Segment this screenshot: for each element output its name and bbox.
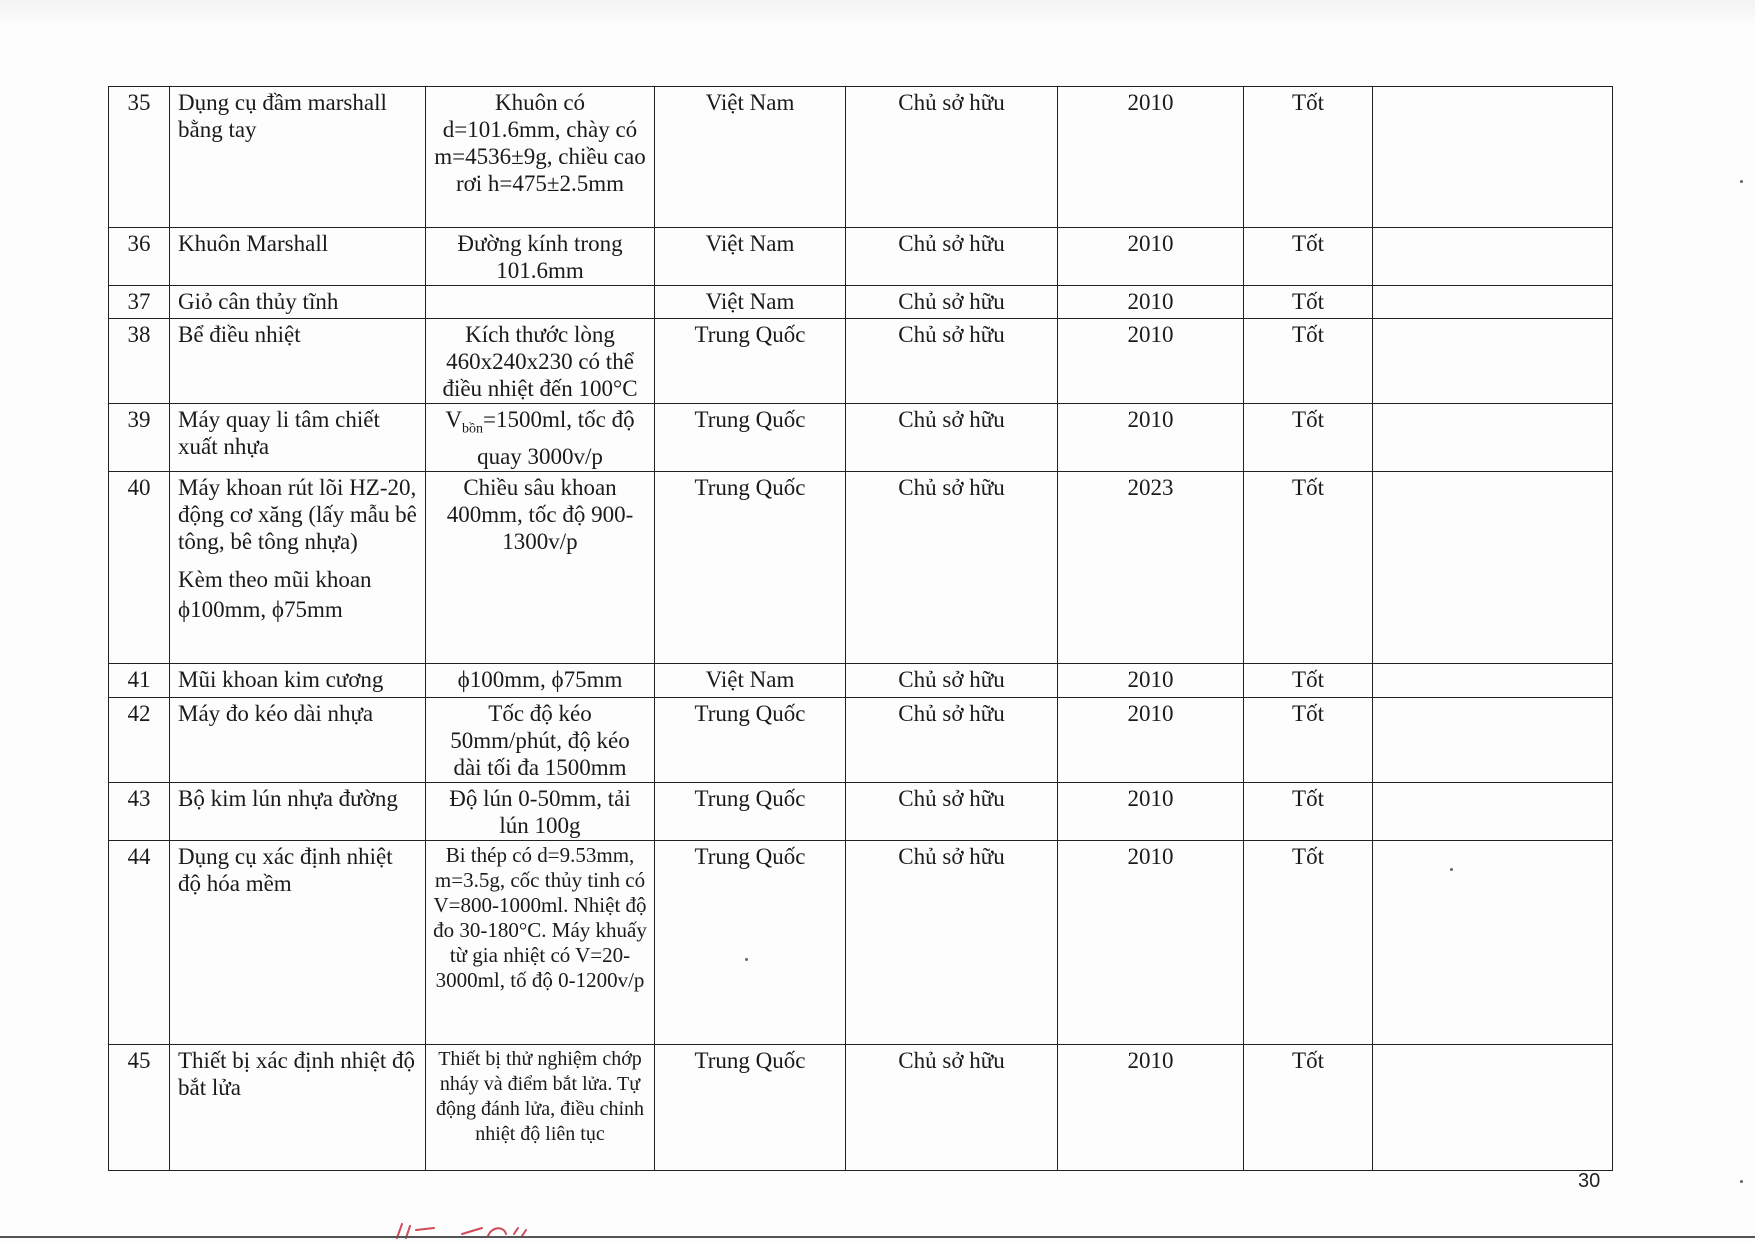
- technical-spec: Đường kính trong 101.6mm: [426, 228, 655, 286]
- equipment-name: Máy quay li tâm chiết xuất nhựa: [170, 404, 426, 472]
- technical-spec: [426, 404, 655, 472]
- equipment-name: Dụng cụ đầm marshall bằng tay: [170, 87, 426, 228]
- equipment-name: Bộ kim lún nhựa đường: [170, 782, 426, 840]
- note-cell: [1373, 471, 1613, 663]
- condition-status: Tốt: [1244, 87, 1373, 228]
- condition-status: Tốt: [1244, 286, 1373, 319]
- scan-speck: [1740, 1180, 1743, 1183]
- ownership: Chủ sở hữu: [846, 697, 1058, 782]
- year-of-use: 2010: [1058, 87, 1244, 228]
- origin: Trung Quốc: [655, 1044, 846, 1170]
- row-number: 37: [109, 286, 170, 319]
- condition-status: Tốt: [1244, 319, 1373, 404]
- table-row: [109, 87, 1613, 228]
- year-of-use: 2010: [1058, 1044, 1244, 1170]
- note-cell: [1373, 663, 1613, 697]
- ownership: Chủ sở hữu: [846, 663, 1058, 697]
- technical-spec: Kích thước lòng 460x240x230 có thể điều nhiệt đến 100°C: [426, 319, 655, 404]
- year-of-use: 2010: [1058, 663, 1244, 697]
- footer-rule: [0, 1236, 1755, 1238]
- equipment-name: Máy đo kéo dài nhựa: [170, 697, 426, 782]
- table-row: [109, 663, 1613, 697]
- origin: Việt Nam: [655, 87, 846, 228]
- row-number: 42: [109, 697, 170, 782]
- equipment-table: [108, 86, 1613, 1171]
- scan-speck: [1450, 868, 1453, 871]
- row-number: 38: [109, 319, 170, 404]
- table-row: [109, 471, 1613, 663]
- year-of-use: 2010: [1058, 782, 1244, 840]
- origin: Việt Nam: [655, 286, 846, 319]
- table-row: [109, 319, 1613, 404]
- table-row: [109, 1044, 1613, 1170]
- row-number: 40: [109, 471, 170, 663]
- note-cell: [1373, 87, 1613, 228]
- year-of-use: 2010: [1058, 840, 1244, 1044]
- year-of-use: 2023: [1058, 471, 1244, 663]
- origin: Trung Quốc: [655, 319, 846, 404]
- scan-speck: [1740, 180, 1743, 183]
- ownership: Chủ sở hữu: [846, 404, 1058, 472]
- year-of-use: 2010: [1058, 319, 1244, 404]
- condition-status: Tốt: [1244, 782, 1373, 840]
- note-cell: [1373, 319, 1613, 404]
- origin: Việt Nam: [655, 663, 846, 697]
- table-row: [109, 228, 1613, 286]
- row-number: 43: [109, 782, 170, 840]
- table-row: [109, 286, 1613, 319]
- year-of-use: 2010: [1058, 697, 1244, 782]
- year-of-use: 2010: [1058, 404, 1244, 472]
- year-of-use: 2010: [1058, 286, 1244, 319]
- row-number: 36: [109, 228, 170, 286]
- note-cell: [1373, 782, 1613, 840]
- equipment-name: Mũi khoan kim cương: [170, 663, 426, 697]
- ownership: Chủ sở hữu: [846, 286, 1058, 319]
- ownership: Chủ sở hữu: [846, 782, 1058, 840]
- equipment-name: Bể điều nhiệt: [170, 319, 426, 404]
- condition-status: Tốt: [1244, 1044, 1373, 1170]
- table-row: [109, 782, 1613, 840]
- note-cell: [1373, 404, 1613, 472]
- condition-status: Tốt: [1244, 840, 1373, 1044]
- technical-spec: ϕ100mm, ϕ75mm: [426, 663, 655, 697]
- table-row: [109, 840, 1613, 1044]
- origin: Việt Nam: [655, 228, 846, 286]
- technical-spec: Khuôn có d=101.6mm, chày có m=4536±9g, chiều cao rơi h=475±2.5mm: [426, 87, 655, 228]
- technical-spec: Chiều sâu khoan 400mm, tốc độ 900-1300v/p: [426, 471, 655, 663]
- spec-text-volume: V: [445, 407, 462, 432]
- row-number: 35: [109, 87, 170, 228]
- page-number: 30: [1578, 1170, 1601, 1192]
- condition-status: Tốt: [1244, 404, 1373, 472]
- origin: Trung Quốc: [655, 782, 846, 840]
- equipment-accessory: Kèm theo mũi khoan ϕ100mm, ϕ75mm: [178, 566, 372, 622]
- condition-status: Tốt: [1244, 663, 1373, 697]
- ownership: Chủ sở hữu: [846, 471, 1058, 663]
- origin: Trung Quốc: [655, 697, 846, 782]
- equipment-name-cell: [170, 471, 426, 663]
- ownership: Chủ sở hữu: [846, 319, 1058, 404]
- condition-status: Tốt: [1244, 471, 1373, 663]
- technical-spec: Độ lún 0-50mm, tải lún 100g: [426, 782, 655, 840]
- technical-spec: Bi thép có d=9.53mm, m=3.5g, cốc thủy tinh có V=800-1000ml. Nhiệt độ đo 30-180°C. Máy khuấy từ gia nhiệt có V=20-3000ml, tố độ 0-1200v/p: [426, 840, 655, 1044]
- table-row: [109, 404, 1613, 472]
- note-cell: [1373, 697, 1613, 782]
- spec-subscript: bồn: [462, 421, 483, 437]
- table-row: [109, 697, 1613, 782]
- equipment-name: Thiết bị xác định nhiệt độ bắt lửa: [170, 1044, 426, 1170]
- note-cell: [1373, 228, 1613, 286]
- row-number: 44: [109, 840, 170, 1044]
- technical-spec: Thiết bị thử nghiệm chớp nháy và điểm bắt lửa. Tự động đánh lửa, điều chỉnh nhiệt độ liên tục: [426, 1044, 655, 1170]
- equipment-name: Dụng cụ xác định nhiệt độ hóa mềm: [170, 840, 426, 1044]
- ownership: Chủ sở hữu: [846, 1044, 1058, 1170]
- note-cell: [1373, 1044, 1613, 1170]
- note-cell: [1373, 286, 1613, 319]
- equipment-name: Giỏ cân thủy tĩnh: [170, 286, 426, 319]
- ownership: Chủ sở hữu: [846, 228, 1058, 286]
- scan-shadow: [0, 0, 1755, 28]
- row-number: 41: [109, 663, 170, 697]
- note-cell: [1373, 840, 1613, 1044]
- origin: Trung Quốc: [655, 840, 846, 1044]
- ownership: Chủ sở hữu: [846, 87, 1058, 228]
- origin: Trung Quốc: [655, 471, 846, 663]
- condition-status: Tốt: [1244, 697, 1373, 782]
- equipment-name: Máy khoan rút lõi HZ-20, động cơ xăng (lấy mẫu bê tông, bê tông nhựa): [178, 474, 417, 554]
- row-number: 45: [109, 1044, 170, 1170]
- condition-status: Tốt: [1244, 228, 1373, 286]
- ownership: Chủ sở hữu: [846, 840, 1058, 1044]
- origin: Trung Quốc: [655, 404, 846, 472]
- equipment-name: Khuôn Marshall: [170, 228, 426, 286]
- technical-spec: Tốc độ kéo 50mm/phút, độ kéo dài tối đa 1500mm: [426, 697, 655, 782]
- scan-speck: [745, 958, 748, 961]
- row-number: 39: [109, 404, 170, 472]
- year-of-use: 2010: [1058, 228, 1244, 286]
- spec-text-rest: =1500ml, tốc độ quay 3000v/p: [477, 407, 635, 469]
- technical-spec: [426, 286, 655, 319]
